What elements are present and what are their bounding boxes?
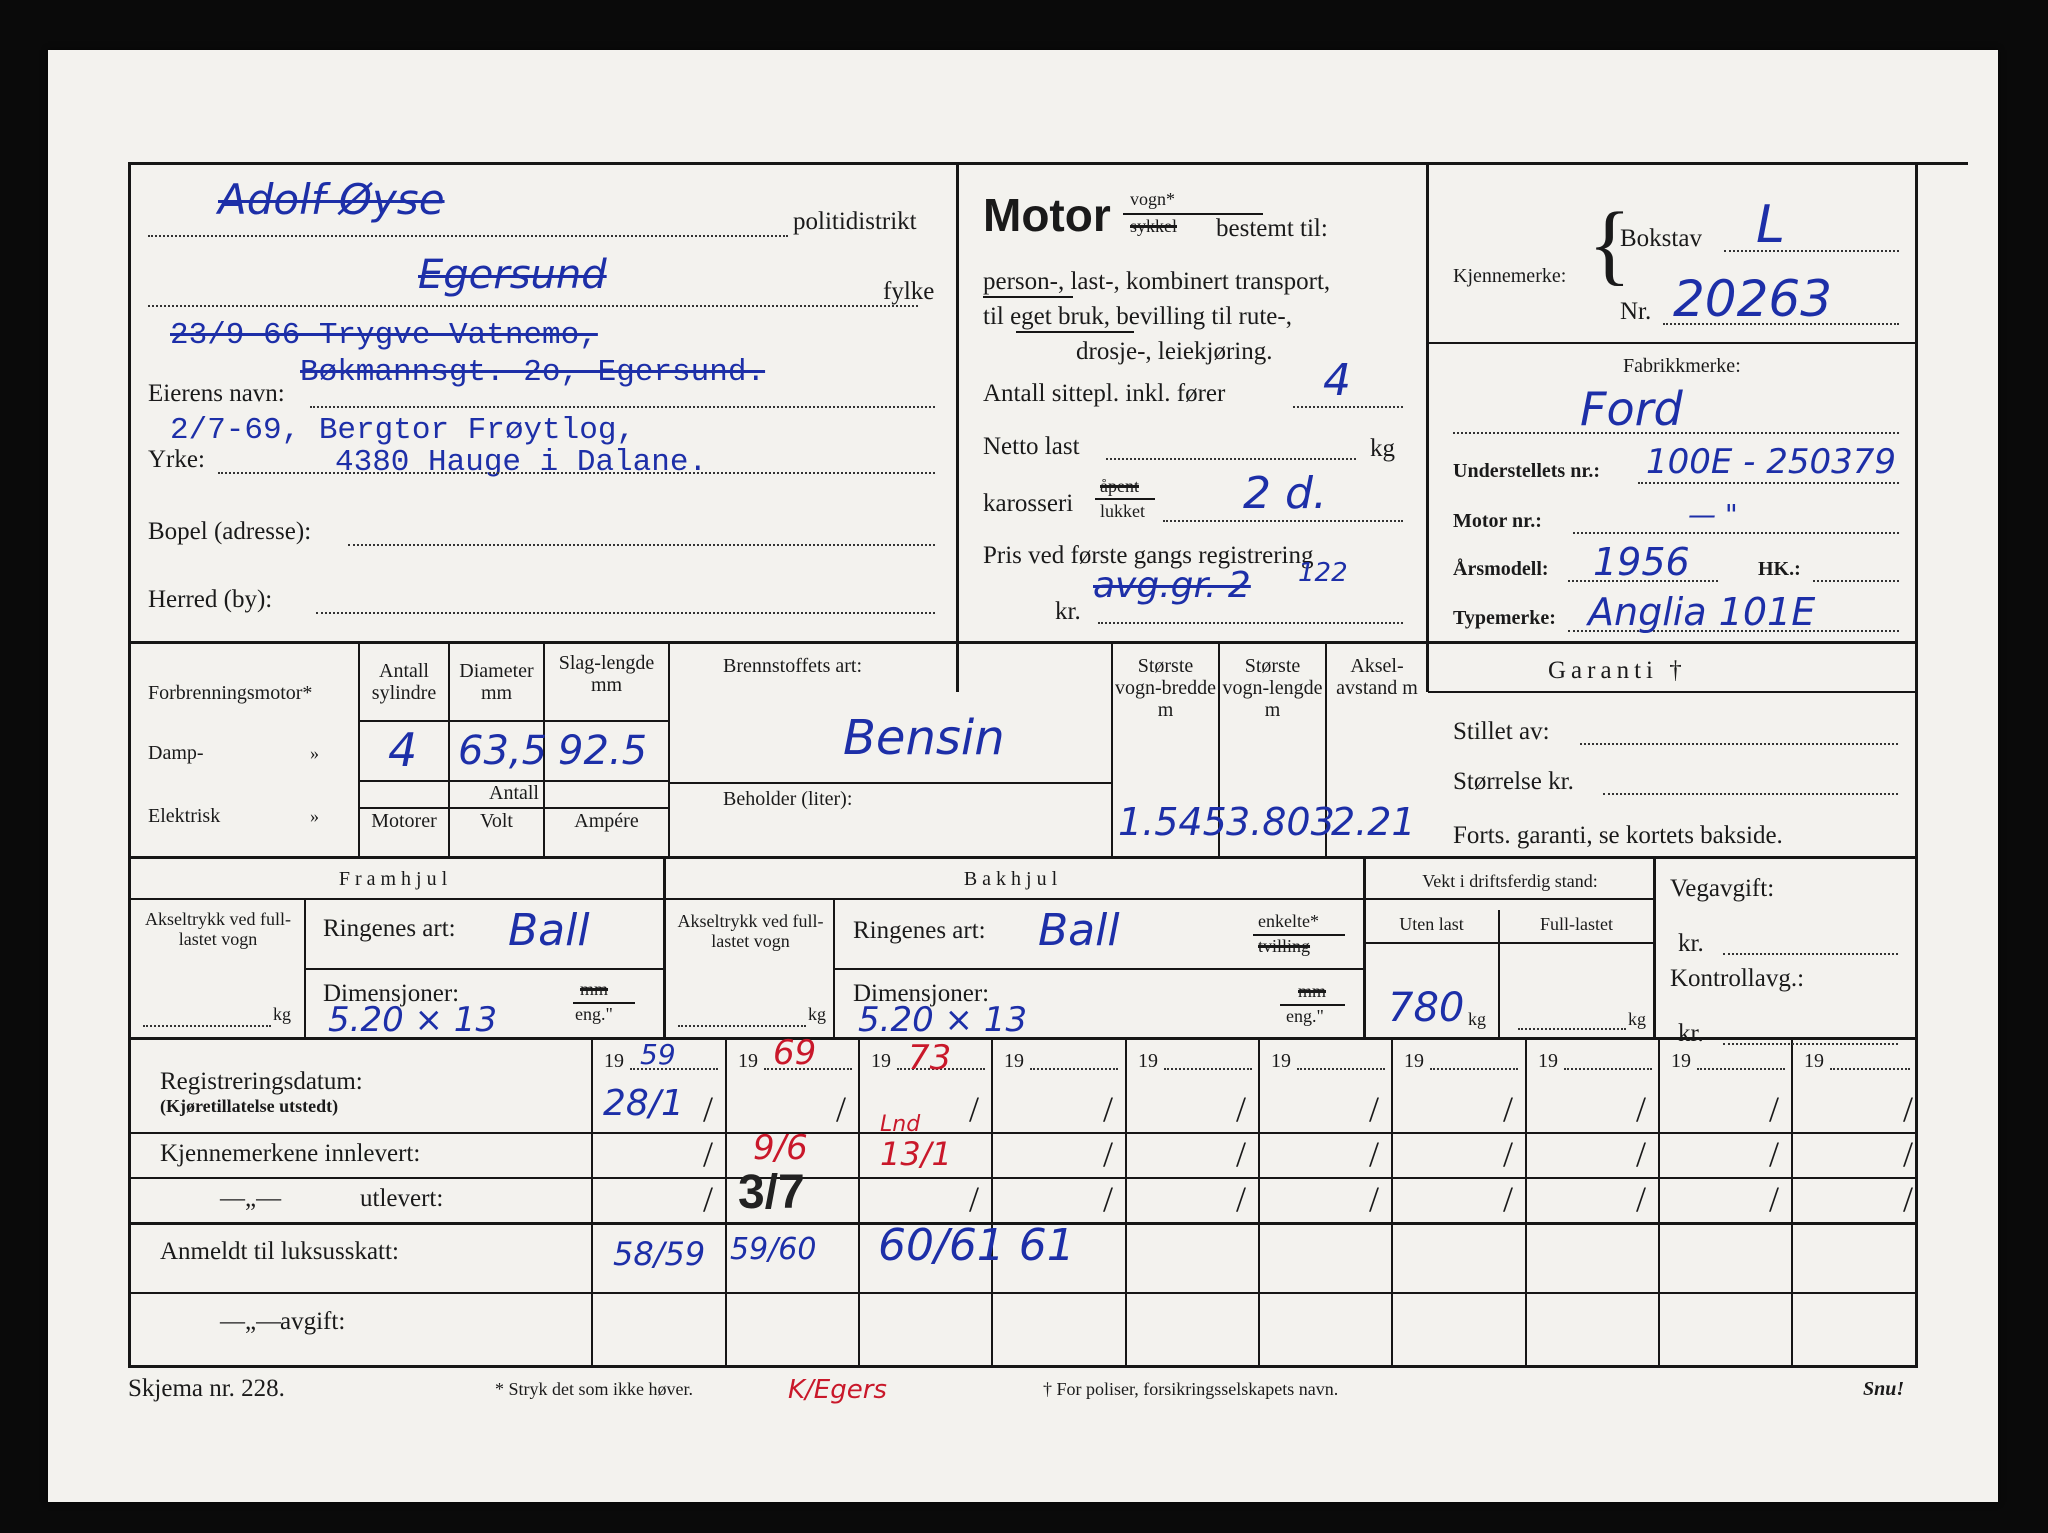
usage-line-1: person-, last-, kombinert transport, <box>983 268 1331 295</box>
utlevert-ditto: —„— <box>220 1185 282 1212</box>
sylindre-value: 4 <box>388 723 418 777</box>
slash: / <box>1636 1134 1647 1174</box>
uten-last-kg: kg <box>1468 1009 1486 1029</box>
front-akseltrykk-kg: kg <box>273 1004 291 1024</box>
year-prefix-9: 19 <box>1671 1050 1691 1072</box>
front-ringenes-label: Ringenes art: <box>323 915 456 942</box>
slash: / <box>836 1089 847 1129</box>
stryk-note: * Stryk det som ikke høver. <box>495 1379 693 1399</box>
forbrenningsmotor-label: Forbrenningsmotor* <box>148 682 313 704</box>
skjema-label: Skjema nr. 228. <box>128 1375 285 1402</box>
front-dimensjoner-value: 5.20 × 13 <box>328 1000 498 1040</box>
slaglengde-header: Slag-lengde mm <box>558 652 655 696</box>
year-prefix-2: 19 <box>738 1050 758 1072</box>
front-dimensjoner-label: Dimensjoner: <box>323 980 460 1007</box>
slash: / <box>969 1089 980 1129</box>
avgift-ditto: —„— <box>220 1308 282 1335</box>
typemerke-value: Anglia 101E <box>1588 590 1816 634</box>
back-dimensjoner-label: Dimensjoner: <box>853 980 990 1007</box>
front-eng: eng." <box>575 1004 613 1024</box>
front-akseltrykk-label: Akseltrykk ved full-lastet vogn <box>145 909 291 949</box>
diameter-header: Diameter mm <box>459 660 534 704</box>
back-eng: eng." <box>1286 1006 1324 1026</box>
slash: / <box>1903 1089 1914 1129</box>
slash: / <box>703 1089 714 1129</box>
volt-header: Volt <box>480 810 513 832</box>
pris-kr-label: kr. <box>1055 598 1081 625</box>
netto-kg-label: kg <box>1370 435 1395 462</box>
innlevert-label: Kjennemerkene innlevert: <box>160 1140 421 1167</box>
col1-date: 28/1 <box>603 1083 684 1124</box>
sykkel-option: sykkel <box>1130 216 1177 236</box>
netto-last-label: Netto last <box>983 433 1080 460</box>
lengde-value: 3.803 <box>1226 800 1335 844</box>
typed-new-owner: 2/7-69, Bergtor Frøytlog, <box>170 413 636 448</box>
back-ringenes-label: Ringenes art: <box>853 917 986 944</box>
brennstoff-label: Brennstoffets art: <box>723 655 863 677</box>
col2-year: 69 <box>773 1033 817 1073</box>
ampere-header: Ampére <box>574 810 639 832</box>
avgift-label: avgift: <box>280 1308 346 1335</box>
snu-label: Snu! <box>1863 1378 1905 1400</box>
poliser-note: † For poliser, forsikringsselskapets navn. <box>1043 1379 1339 1399</box>
elektrisk-label: Elektrisk <box>148 805 221 827</box>
stamp-note: K/Egers <box>788 1375 887 1405</box>
kontrollavg-label: Kontrollavg.: <box>1670 965 1805 992</box>
bokstav-value: L <box>1756 195 1785 255</box>
col3-innlevert: 13/1 <box>880 1135 952 1173</box>
sitteplasser-value: 4 <box>1323 355 1351 406</box>
slash: / <box>1369 1179 1380 1219</box>
apent-option: åpent <box>1100 476 1139 496</box>
uten-last-value: 780 <box>1388 985 1465 1031</box>
slash: / <box>1369 1089 1380 1129</box>
tvilling-option: tvilling <box>1258 936 1311 956</box>
luksus-3: 60/61 61 <box>878 1220 1075 1271</box>
enkelte-option: enkelte* <box>1258 911 1319 931</box>
handwritten-district: Egersund <box>418 252 607 298</box>
year-prefix-8: 19 <box>1538 1050 1558 1072</box>
slash: / <box>1636 1179 1647 1219</box>
slash: / <box>1103 1089 1114 1129</box>
motorer-header: Motorer <box>371 810 437 832</box>
motor-nr-label: Motor nr.: <box>1453 510 1542 532</box>
pris-label: Pris ved første gangs registrering <box>983 542 1314 569</box>
year-prefix-7: 19 <box>1404 1050 1424 1072</box>
eierens-navn-label: Eierens navn: <box>148 380 285 407</box>
slash: / <box>1769 1089 1780 1129</box>
motor-nr-value: — " <box>1688 498 1738 531</box>
slash: / <box>1503 1134 1514 1174</box>
stillet-av-label: Stillet av: <box>1453 718 1550 745</box>
framhjul-header: Framhjul <box>338 868 453 890</box>
slash: / <box>1769 1179 1780 1219</box>
damp-ditto: » <box>310 743 319 763</box>
slash: / <box>1503 1179 1514 1219</box>
vegavgift-label: Vegavgift: <box>1670 875 1775 902</box>
year-prefix-4: 19 <box>1004 1050 1024 1072</box>
pris-superscript: 122 <box>1298 558 1348 588</box>
slash: / <box>1236 1134 1247 1174</box>
typed-previous-owner: 23/9-66 Trygve Vatnemo, <box>170 318 598 353</box>
understell-label: Understellets nr.: <box>1453 460 1601 482</box>
slash: / <box>1636 1089 1647 1129</box>
year-prefix-6: 19 <box>1271 1050 1291 1072</box>
fylke-label: fylke <box>883 278 935 305</box>
storrelse-label: Størrelse kr. <box>1453 768 1574 795</box>
bokstav-label: Bokstav <box>1620 225 1702 252</box>
lukket-option: lukket <box>1100 501 1145 521</box>
antall-sylindre-header: Antall sylindre <box>371 660 437 704</box>
bredde-header: Største vogn-bredde m <box>1114 655 1217 721</box>
hk-label: HK.: <box>1758 558 1801 580</box>
antall-header: Antall <box>489 782 539 804</box>
luksusskatt-label: Anmeldt til luksusskatt: <box>160 1238 399 1265</box>
back-dimensjoner-value: 5.20 × 13 <box>858 1000 1028 1040</box>
back-mm: mm <box>1298 981 1327 1001</box>
luksus-2: 59/60 <box>730 1232 817 1267</box>
slash: / <box>1236 1179 1247 1219</box>
handwritten-owner: Adolf Øyse <box>218 175 445 224</box>
akselavstand-value: 2.21 <box>1331 800 1416 844</box>
kjoretillatelse-label: (Kjøretillatelse utstedt) <box>160 1096 339 1116</box>
damp-label: Damp- <box>148 742 204 764</box>
bakhjul-header: Bakhjul <box>963 868 1063 890</box>
arsmodell-label: Årsmodell: <box>1453 558 1549 580</box>
elektrisk-ditto: » <box>310 806 319 826</box>
yrke-label: Yrke: <box>148 446 205 473</box>
uten-last-header: Uten last <box>1399 914 1464 934</box>
front-ringenes-value: Ball <box>508 905 590 956</box>
back-ringenes-value: Ball <box>1038 905 1120 956</box>
usage-line-3: drosje-, leiekjøring. <box>1076 338 1273 365</box>
kjennemerke-label: Kjennemerke: <box>1453 265 1567 287</box>
slash: / <box>1103 1179 1114 1219</box>
diameter-value: 63,5 <box>458 728 548 774</box>
arsmodell-value: 1956 <box>1593 540 1690 584</box>
typed-new-address: 4380 Hauge i Dalane. <box>335 445 708 480</box>
kontrollavg-kr: kr. <box>1678 1020 1704 1047</box>
fabrikkmerke-value: Ford <box>1580 382 1683 436</box>
nr-value: 20263 <box>1673 270 1833 328</box>
slash: / <box>1503 1089 1514 1129</box>
col1-year: 59 <box>640 1038 676 1071</box>
typed-previous-address: Bøkmannsgt. 2o, Egersund. <box>300 355 766 390</box>
back-akseltrykk-kg: kg <box>808 1004 826 1024</box>
sitteplasser-label: Antall sittepl. inkl. fører <box>983 380 1226 407</box>
slash: / <box>703 1179 714 1219</box>
karosseri-value: 2 d. <box>1243 468 1327 519</box>
lengde-header: Største vogn-lengde m <box>1222 655 1323 721</box>
vegavgift-kr: kr. <box>1678 930 1704 957</box>
registreringsdatum-label: Registreringsdatum: <box>160 1068 363 1095</box>
col2-innlevert: 9/6 <box>753 1128 808 1168</box>
slash: / <box>1103 1134 1114 1174</box>
registration-card <box>48 50 1998 1502</box>
full-lastet-kg: kg <box>1628 1009 1646 1029</box>
year-prefix-3: 19 <box>871 1050 891 1072</box>
usage-line-2: til eget bruk, bevilling til rute-, <box>983 303 1292 330</box>
slash: / <box>1769 1134 1780 1174</box>
bestemt-label: bestemt til: <box>1216 215 1328 242</box>
brace: { <box>1588 195 1632 294</box>
slash: / <box>969 1179 980 1219</box>
herred-label: Herred (by): <box>148 586 273 613</box>
bredde-value: 1.545 <box>1118 800 1227 844</box>
year-prefix-10: 19 <box>1804 1050 1824 1072</box>
year-prefix-1: 19 <box>604 1050 624 1072</box>
slash: / <box>1903 1134 1914 1174</box>
brennstoff-value: Bensin <box>843 710 1005 766</box>
slash: / <box>1236 1089 1247 1129</box>
vogn-option: vogn* <box>1130 189 1175 209</box>
utlevert-label: utlevert: <box>360 1185 444 1212</box>
bopel-label: Bopel (adresse): <box>148 518 312 545</box>
full-lastet-header: Full-lastet <box>1540 914 1613 934</box>
back-akseltrykk-label: Akseltrykk ved full-lastet vogn <box>677 911 824 951</box>
front-mm: mm <box>580 979 609 999</box>
col2-utlevert-stamp: 3/7 <box>738 1166 805 1219</box>
col3-year: 73 <box>908 1038 952 1078</box>
nr-label: Nr. <box>1620 298 1652 325</box>
motor-title: Motor <box>983 189 1111 241</box>
understell-value: 100E - 250379 <box>1646 442 1897 482</box>
akselavstand-header: Aksel-avstand m <box>1336 655 1418 699</box>
luksus-1: 58/59 <box>613 1235 706 1273</box>
slaglengde-value: 92.5 <box>558 728 648 774</box>
karosseri-label: karosseri <box>983 490 1074 517</box>
fabrikkmerke-label: Fabrikkmerke: <box>1623 355 1741 377</box>
typemerke-label: Typemerke: <box>1453 607 1556 629</box>
forts-garanti-label: Forts. garanti, se kortets bakside. <box>1453 822 1783 849</box>
beholder-label: Beholder (liter): <box>723 788 853 810</box>
garanti-header: Garanti † <box>1548 657 1687 684</box>
col3-note: Lnd <box>880 1112 921 1137</box>
politidistrikt-label: politidistrikt <box>793 208 917 235</box>
slash: / <box>1369 1134 1380 1174</box>
slash: / <box>703 1134 714 1174</box>
year-prefix-5: 19 <box>1138 1050 1158 1072</box>
slash: / <box>1903 1179 1914 1219</box>
vekt-header: Vekt i driftsferdig stand: <box>1422 871 1598 891</box>
pris-value: avg.gr. 2 <box>1093 565 1251 606</box>
